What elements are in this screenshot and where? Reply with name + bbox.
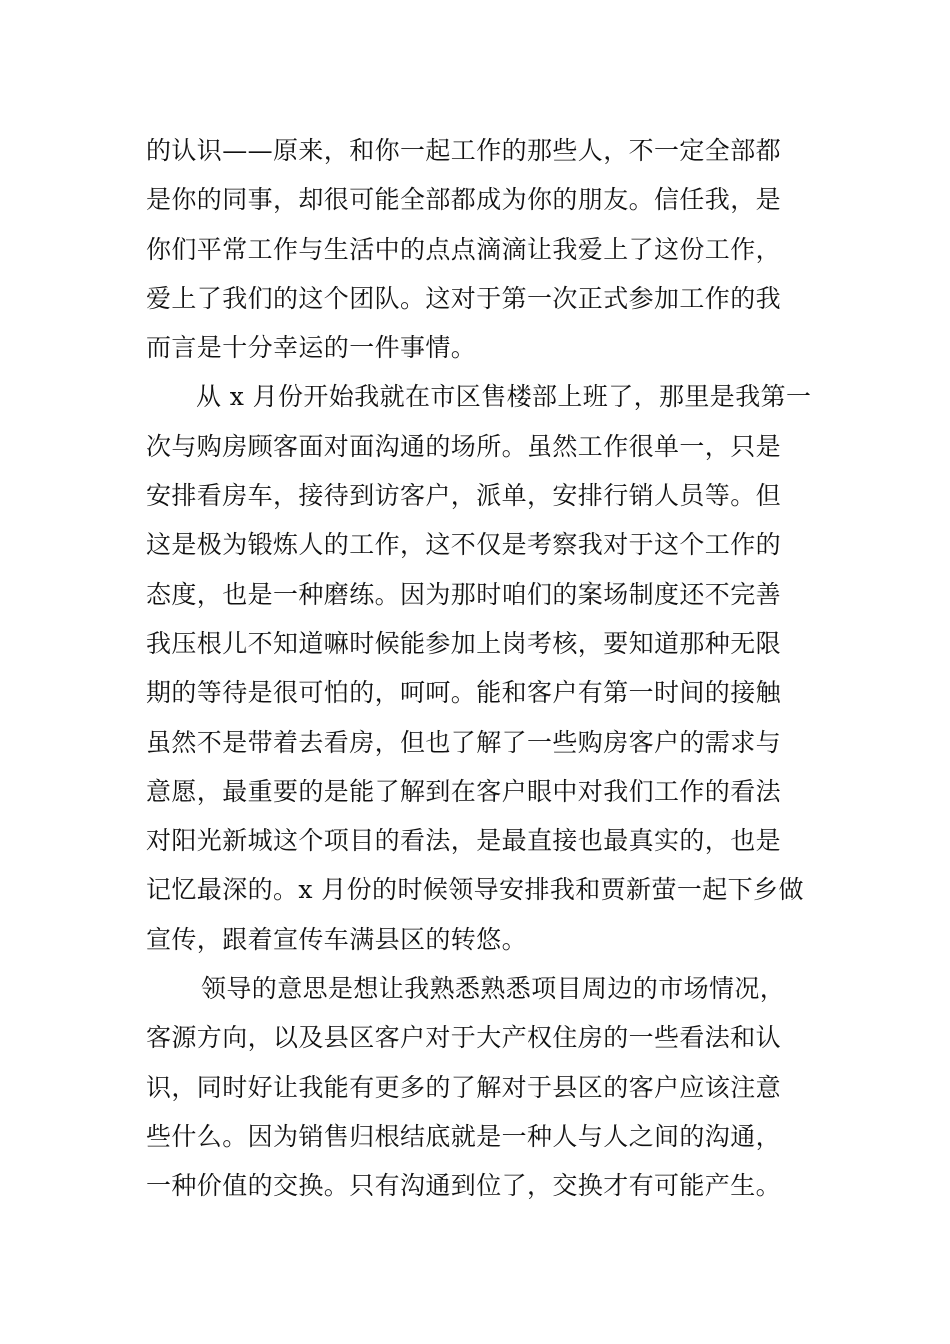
body-text — [146, 126, 810, 1211]
text-line: 我压根儿不知道嘛时候能参加上岗考核，要知道那种无限 — [146, 628, 782, 658]
text-line: 从 x 月份开始我就在市区售楼部上班了，那里是我第一 — [196, 382, 812, 412]
text-line: 一种价值的交换。只有沟通到位了，交换才有可能产生。 — [146, 1171, 782, 1201]
text-line: 态度，也是一种磨练。因为那时咱们的案场制度还不完善 — [146, 579, 782, 609]
text-line: 客源方向，以及县区客户对于大产权住房的一些看法和认 — [146, 1023, 782, 1053]
paragraph-1 — [146, 126, 810, 372]
text-line: 次与购房顾客面对面沟通的场所。虽然工作很单一，只是 — [146, 431, 782, 461]
text-line: 是你的同事，却很可能全部都成为你的朋友。信任我，是 — [146, 185, 782, 215]
text-line: 记忆最深的。x 月份的时候领导安排我和贾新萤一起下乡做 — [146, 875, 804, 905]
text-line: 虽然不是带着去看房，但也了解了一些购房客户的需求与 — [146, 727, 782, 757]
text-line: 宣传，跟着宣传车满县区的转悠。 — [146, 924, 528, 954]
text-line: 领导的意思是想让我熟悉熟悉项目周边的市场情况， — [201, 974, 786, 1004]
paragraph-3 — [146, 964, 810, 1210]
paragraph-2 — [146, 372, 810, 964]
text-line: 些什么。因为销售归根结底就是一种人与人之间的沟通， — [146, 1121, 782, 1151]
text-line: 爱上了我们的这个团队。这对于第一次正式参加工作的我 — [146, 283, 782, 313]
text-line: 对阳光新城这个项目的看法，是最直接也最真实的，也是 — [146, 826, 782, 856]
text-line: 的认识——原来，和你一起工作的那些人，不一定全部都 — [146, 136, 782, 165]
text-line: 识，同时好让我能有更多的了解对于县区的客户应该注意 — [146, 1072, 782, 1102]
text-line: 这是极为锻炼人的工作，这不仅是考察我对于这个工作的 — [146, 530, 782, 560]
text-line: 期的等待是很可怕的，呵呵。能和客户有第一时间的接触 — [146, 678, 782, 708]
text-line: 意愿，最重要的是能了解到在客户眼中对我们工作的看法 — [146, 776, 782, 806]
text-line: 你们平常工作与生活中的点点滴滴让我爱上了这份工作， — [146, 234, 782, 264]
text-line: 而言是十分幸运的一件事情。 — [146, 333, 477, 363]
text-line: 安排看房车，接待到访客户，派单，安排行销人员等。但 — [146, 481, 782, 511]
